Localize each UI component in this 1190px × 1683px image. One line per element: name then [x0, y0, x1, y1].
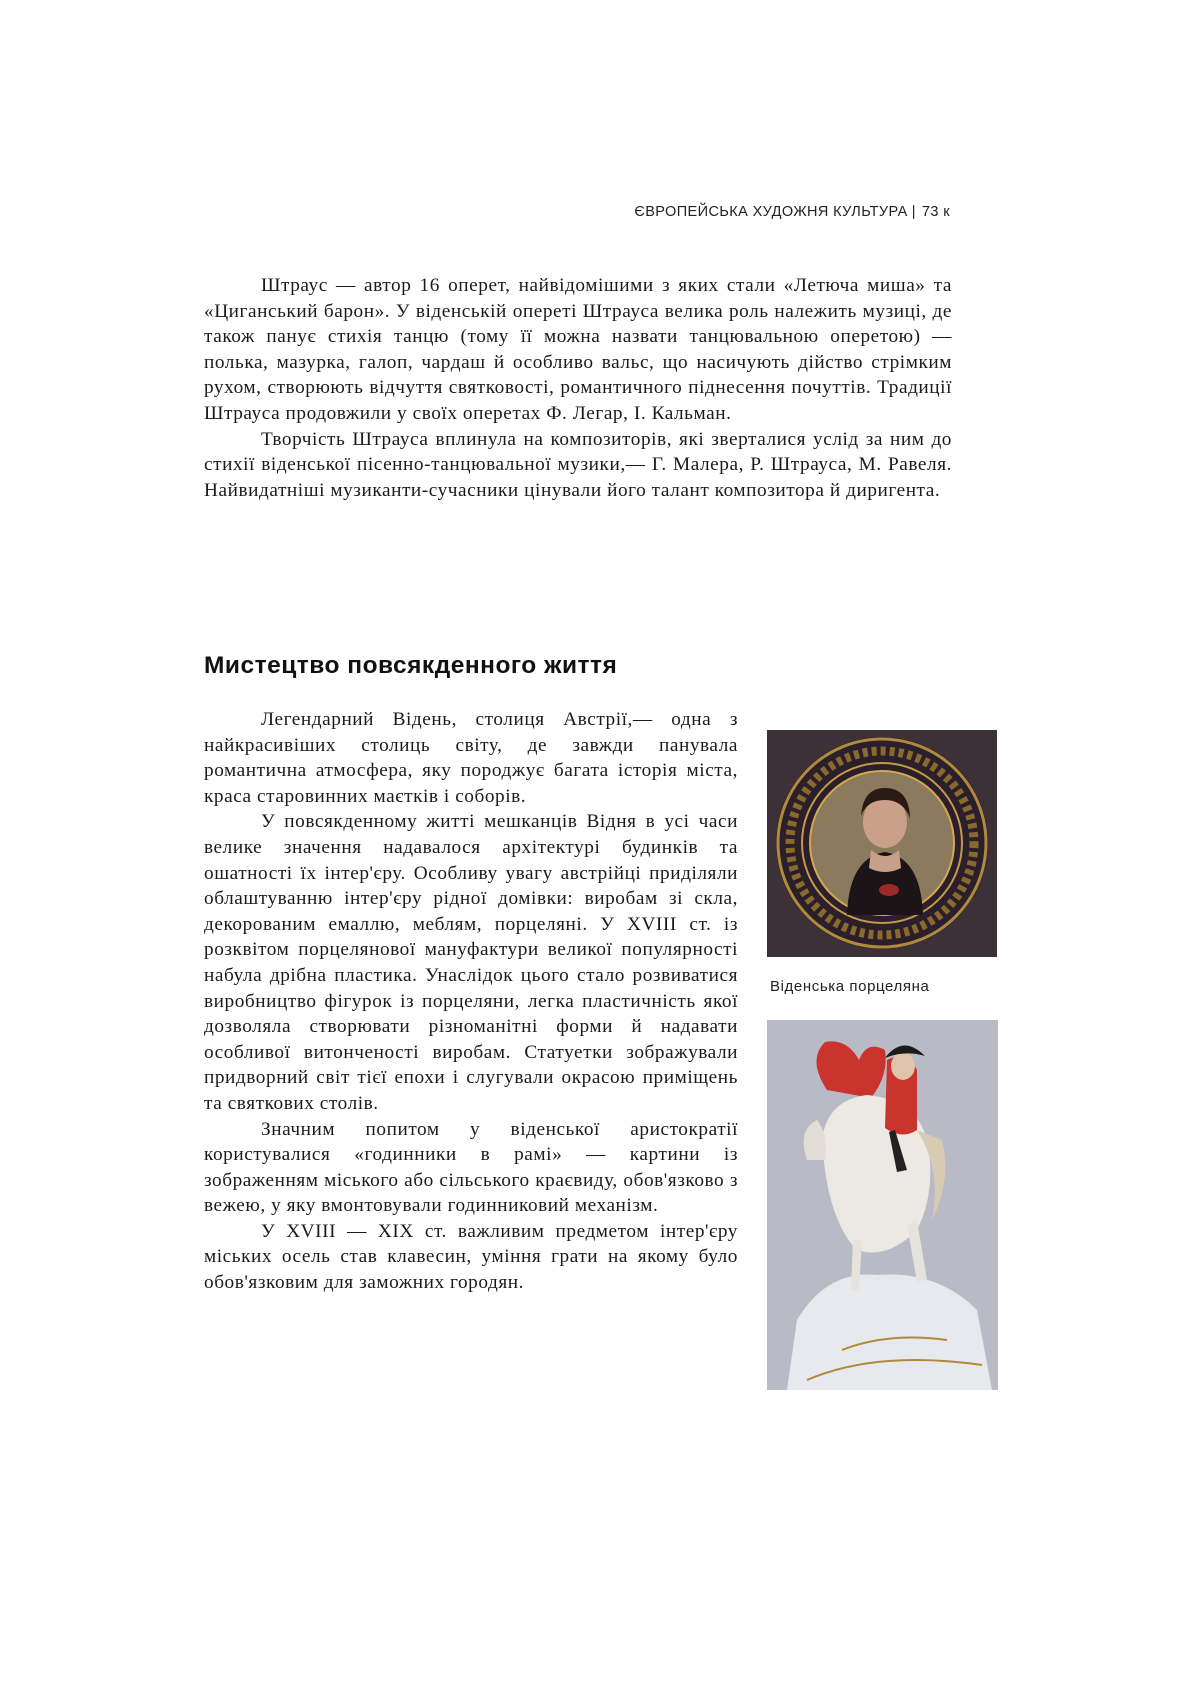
intro-text: [204, 273, 952, 503]
running-title: ЄВРОПЕЙСЬКА ХУДОЖНЯ КУЛЬТУРА: [634, 204, 908, 220]
intro-paragraph-2: Творчість Штрауса вплинула на композиторів, які зверталися услід за ним до стихії віденської пісенно-танцювальної музики,— Г. Малера, Р. Штрауса, М. Равеля. Найвидатніші музиканти-сучасники цінували його талант композитора й диригента.: [204, 428, 952, 501]
section-title: Мистецтво повсякденного життя: [204, 652, 618, 679]
running-head: [560, 204, 950, 220]
section-paragraph-3: Значним попитом у віденської аристократії користувалися «годинники в рамі» — картини із зображенням міського або сільського краєвиду, обов'язково з вежею, у яку вмонтовували годинниковий механізм.: [204, 1118, 738, 1217]
porcelain-figurine-photo: [767, 1020, 998, 1390]
plate-caption: Віденська порцеляна: [770, 978, 930, 995]
page-number: 73 к: [921, 204, 950, 220]
section-paragraph-2: У повсякденному житті мешканців Відня в усі часи велике значення надавалося архітектурі будинків та ошатності їх інтер'єру. Особливу увагу австрійці приділяли облаштуванню інтер'єру рідної домівки: виробам зі скла, декорованим емаллю, меблям, порцеляні. У XVIII ст. із розквітом порцелянової мануфактури великої популярності набула дрібна пластика. Унаслідок цього стало розвиватися виробництво фігурок із порцеляни, легка пластичність якої дозволяла створювати різноманітні форми й надавати особливої витонченості виробам. Статуетки зображували придворний світ тієї епохи і слугували окрасою приміщень та святкових столів.: [204, 811, 738, 1114]
section-paragraph-4: У XVIII — XIX ст. важливим предметом інтер'єру міських осель став клавесин, уміння грати на якому було обов'язковим для заможних городян.: [204, 1220, 738, 1294]
intro-paragraph-1: Штраус — автор 16 оперет, найвідомішими з яких стали «Летюча миша» та «Циганський барон». У віденській опереті Штрауса велика роль належить музиці, де також панує стихія танцю (тому її можна назвати танцювальною оперетою) — полька, мазурка, галоп, чардаш й особливо вальс, що насичують дійство стрімким рухом, створюють відчуття святковості, романтичного піднесення почуттів. Традиції Штрауса продовжили у своїх оперетах Ф. Легар, І. Кальман.: [204, 275, 952, 424]
header-separator: |: [911, 204, 916, 220]
section-text: [204, 707, 738, 1296]
section-paragraph-1: Легендарний Відень, столиця Австрії,— одна з найкрасивіших столиць світу, де завжди панувала романтична атмосфера, яку породжує багата історія міста, краса старовинних маєтків і соборів.: [204, 709, 738, 807]
porcelain-plate-photo: [767, 730, 997, 957]
